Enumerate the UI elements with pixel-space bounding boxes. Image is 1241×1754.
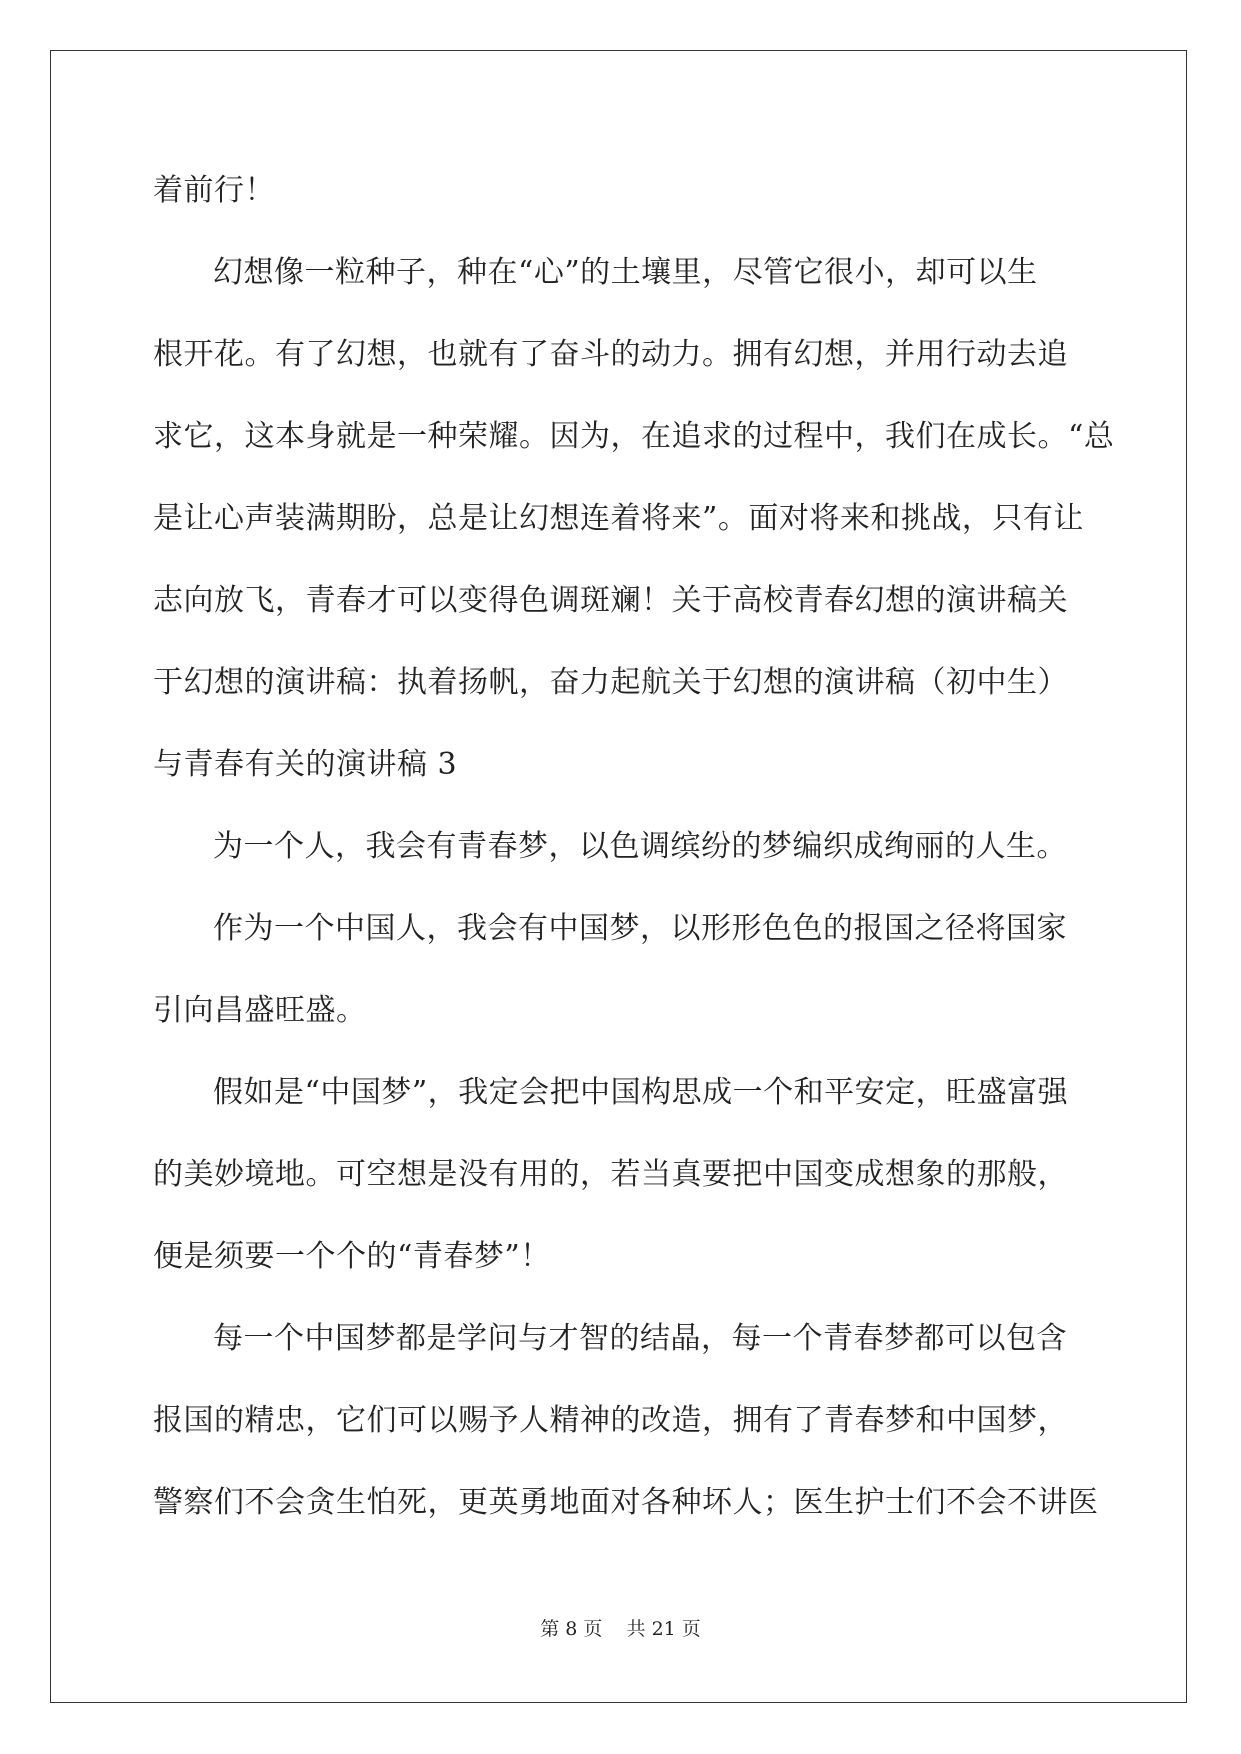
text-line-13: 的美妙境地。可空想是没有用的，若当真要把中国变成想象的那般， (153, 1157, 1068, 1192)
text-line-6: 志向放飞，青春才可以变得色调斑斓！关于高校青春幻想的演讲稿关 (153, 583, 1068, 618)
text-line-17: 警察们不会贪生怕死，更英勇地面对各种坏人；医生护士们不会不讲医 (153, 1485, 1099, 1520)
text-line-4: 求它，这本身就是一种荣耀。因为，在追求的过程中，我们在成长。“总 (153, 419, 1115, 454)
page-number: 第 8 页 (540, 1618, 603, 1640)
text-line-11: 引向昌盛旺盛。 (153, 993, 367, 1028)
text-line-12: 假如是“中国梦”，我定会把中国构思成一个和平安定，旺盛富强 (213, 1075, 1069, 1110)
text-line-15: 每一个中国梦都是学问与才智的结晶，每一个青春梦都可以包含 (213, 1321, 1067, 1356)
page-footer (0, 1618, 1241, 1640)
text-line-16: 报国的精忠，它们可以赐予人精神的改造，拥有了青春梦和中国梦， (153, 1403, 1068, 1438)
text-line-9: 为一个人，我会有青春梦，以色调缤纷的梦编织成绚丽的人生。 (213, 829, 1067, 864)
text-line-14: 便是须要一个个的“青春梦”！ (153, 1239, 551, 1274)
page-total: 共 21 页 (626, 1618, 701, 1640)
text-line-3: 根开花。有了幻想，也就有了奋斗的动力。拥有幻想，并用行动去追 (153, 337, 1068, 372)
document-body (153, 168, 1115, 1562)
text-line-10: 作为一个中国人，我会有中国梦，以形形色色的报国之径将国家 (213, 911, 1067, 946)
text-line-2: 幻想像一粒种子，种在“心”的土壤里，尽管它很小，却可以生 (213, 255, 1038, 290)
text-line-1: 着前行！ (153, 173, 275, 208)
text-line-7: 于幻想的演讲稿：执着扬帆，奋力起航关于幻想的演讲稿（初中生） (153, 665, 1068, 700)
section-heading: 与青春有关的演讲稿 3 (153, 747, 458, 782)
text-line-5: 是让心声装满期盼，总是让幻想连着将来”。面对将来和挑战，只有让 (153, 501, 1084, 536)
